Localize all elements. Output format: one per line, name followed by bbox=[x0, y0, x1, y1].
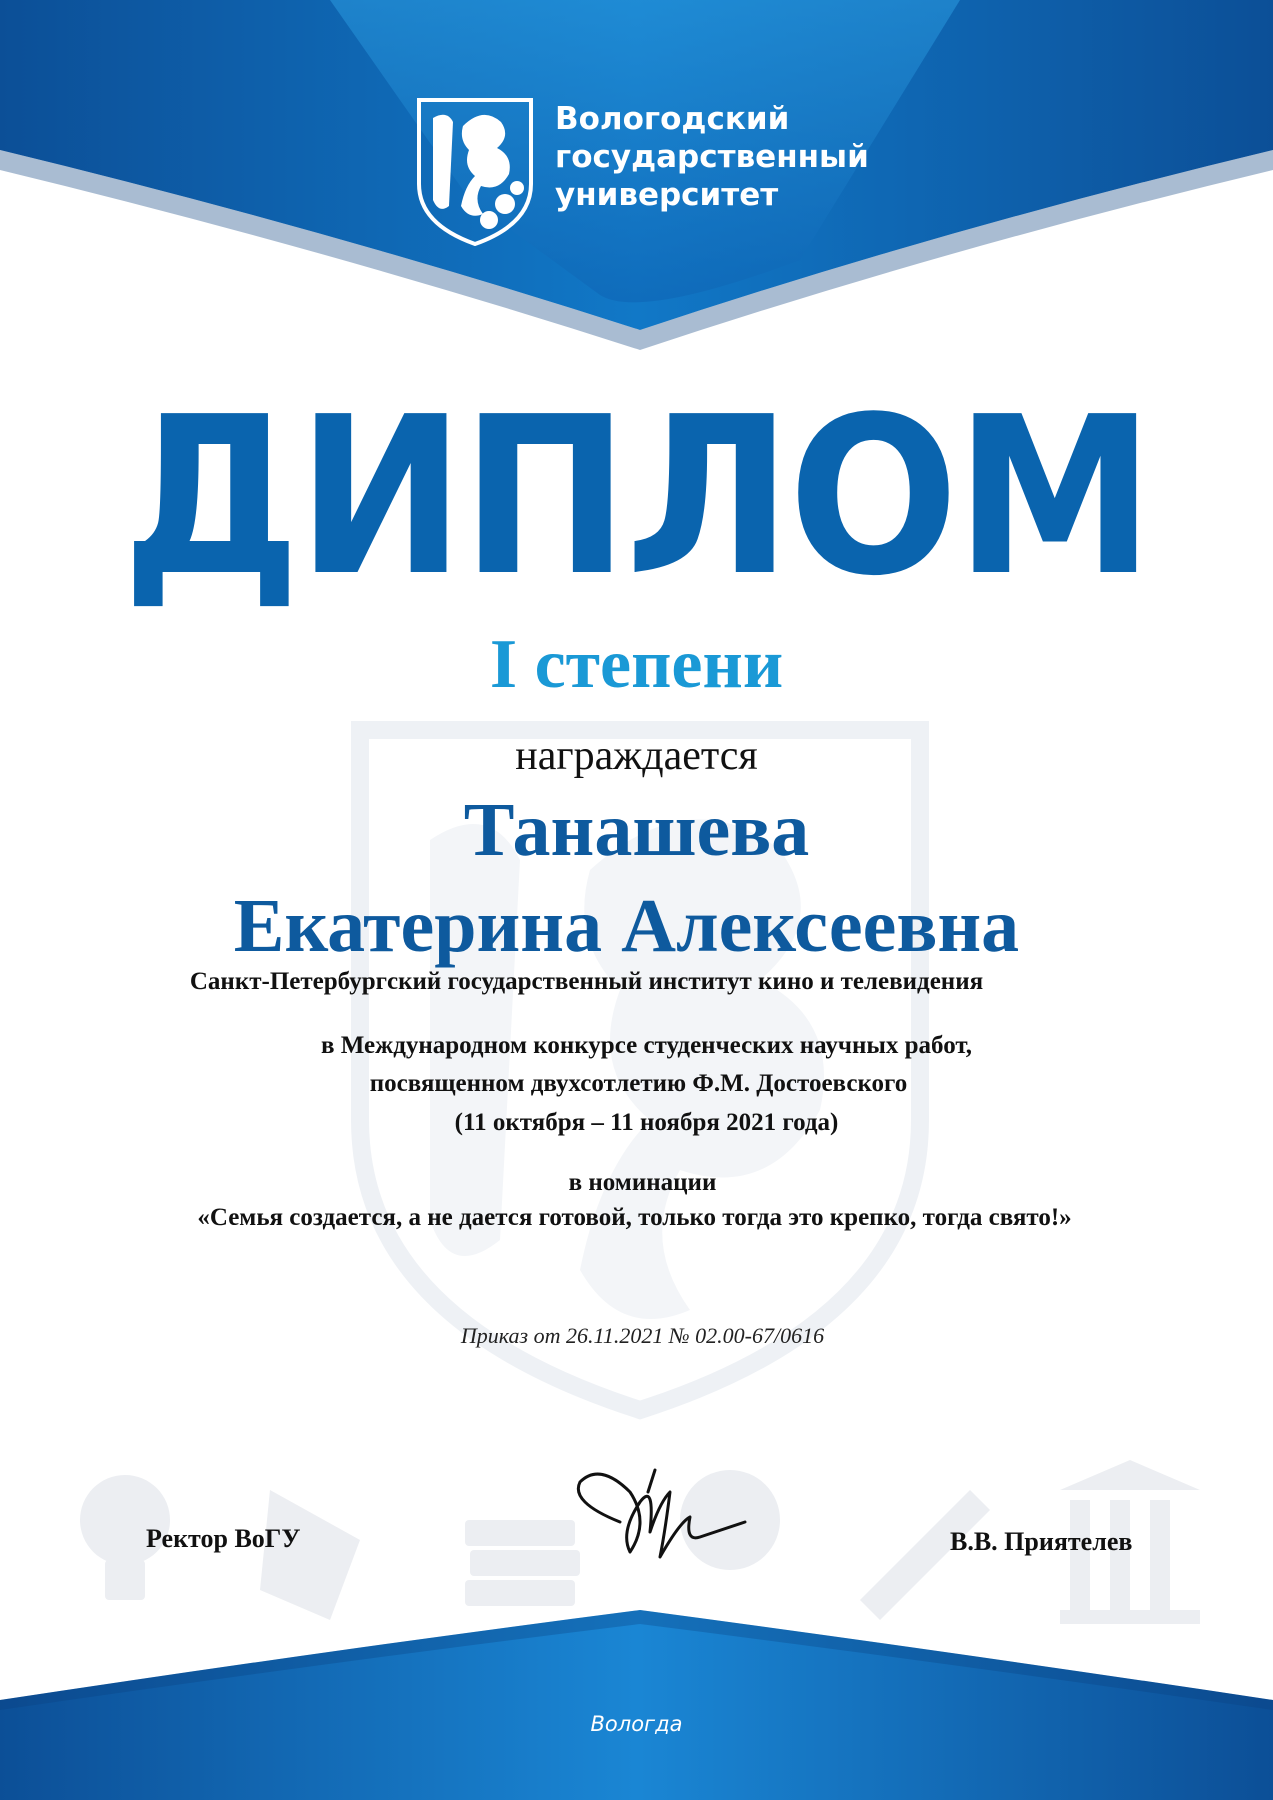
contest-line-3: (11 октября – 11 ноября 2021 года) bbox=[454, 1109, 839, 1136]
university-name-line-2: государственный bbox=[555, 139, 869, 175]
signer-name: В.В. Приятелев bbox=[950, 1527, 1133, 1556]
university-name-line-3: университет bbox=[555, 177, 779, 213]
university-name-line-1: Вологодский bbox=[555, 101, 790, 137]
nomination-title: «Семья создается, а не дается готовой, только тогда это крепко, тогда свято!» bbox=[197, 1204, 1072, 1231]
diploma-title: ДИПЛОМ bbox=[122, 371, 1151, 624]
bottom-banner bbox=[0, 1610, 1273, 1800]
diploma-degree: I степени bbox=[489, 626, 784, 703]
contest-line-2: посвященном двухсотлетию Ф.М. Достоевского bbox=[369, 1070, 908, 1097]
recipient-given-names: Екатерина Алексеевна bbox=[233, 884, 1020, 968]
recipient-organization: Санкт-Петербургский государственный институт кино и телевидения bbox=[189, 968, 984, 995]
university-logo bbox=[413, 96, 869, 246]
handwritten-signature bbox=[560, 1462, 750, 1582]
awarded-text: награждается bbox=[515, 733, 758, 779]
city-label: Вологда bbox=[590, 1712, 683, 1736]
order-reference: Приказ от 26.11.2021 № 02.00-67/0616 bbox=[460, 1323, 825, 1348]
nomination-label: в номинации bbox=[568, 1169, 717, 1196]
recipient-surname: Танашева bbox=[463, 788, 810, 872]
books-icon bbox=[465, 1520, 575, 1546]
crest-icon bbox=[413, 96, 537, 246]
handshake-icon bbox=[260, 1490, 360, 1620]
university-name bbox=[555, 100, 869, 214]
rector-position: Ректор ВоГУ bbox=[146, 1524, 301, 1553]
building-icon bbox=[1060, 1460, 1200, 1490]
contest-line-1: в Международном конкурсе студенческих научных работ, bbox=[320, 1032, 973, 1059]
